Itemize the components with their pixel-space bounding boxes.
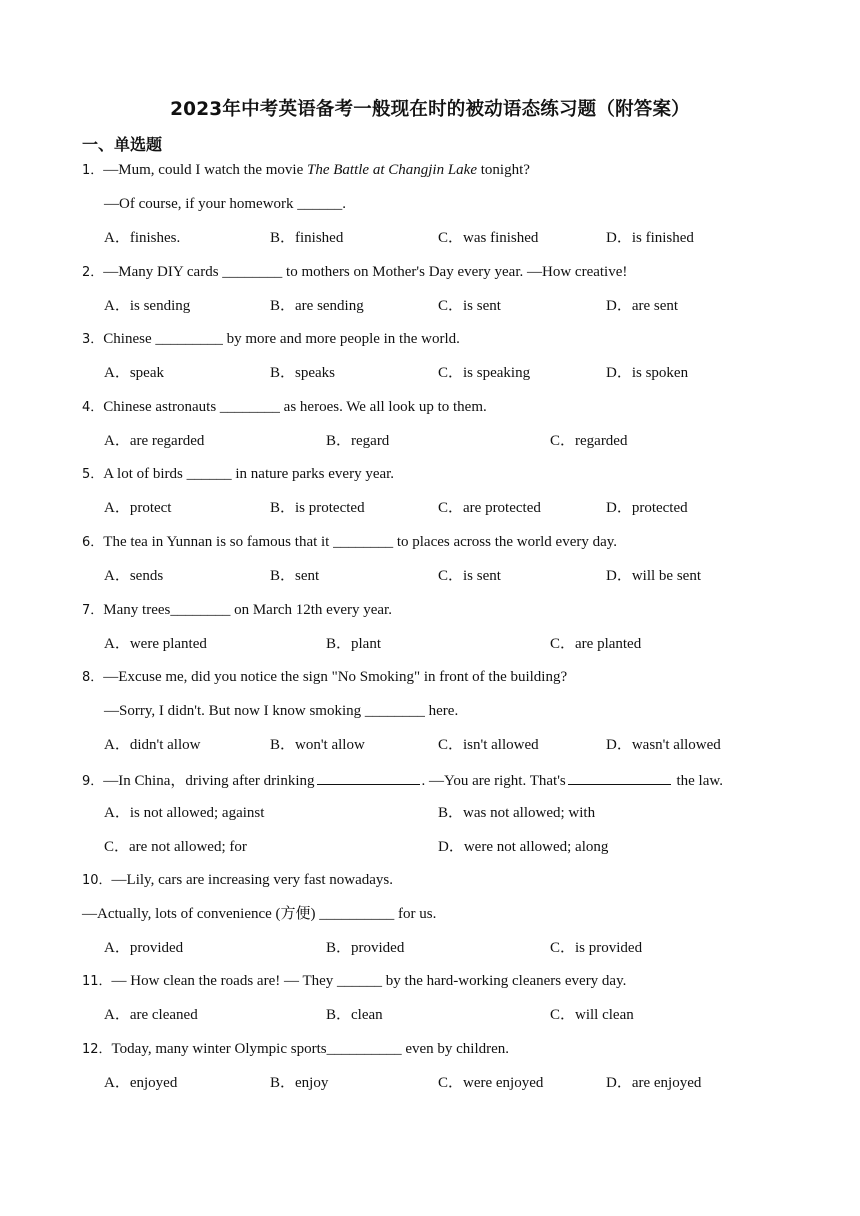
option-d[interactable]: D．were not allowed; along — [438, 839, 609, 855]
movie-title: The Battle at Changjin Lake — [307, 162, 477, 178]
option-d[interactable]: D．is finished — [606, 230, 694, 246]
option-b[interactable]: B．plant — [326, 636, 381, 652]
option-b[interactable]: B．was not allowed; with — [438, 805, 596, 821]
question-number: 3． — [82, 332, 104, 347]
section-heading: 一、单选题 — [82, 135, 163, 154]
option-c[interactable]: C．is speaking — [438, 365, 531, 381]
question-number: 5． — [82, 467, 104, 482]
option-d[interactable]: D．are sent — [606, 298, 679, 314]
question-12: 12．Today, many winter Olympic sports__________ even by children. — [82, 1041, 510, 1057]
option-a[interactable]: A．protect — [104, 500, 172, 516]
question-number: 6． — [82, 535, 104, 550]
option-a[interactable]: A．sends — [104, 568, 164, 584]
option-d[interactable]: D．wasn't allowed — [606, 737, 721, 753]
question-6: 6．The tea in Yunnan is so famous that it ________ to places across the world every day. — [82, 534, 618, 550]
option-a[interactable]: A．provided — [104, 940, 184, 956]
option-d[interactable]: D．are enjoyed — [606, 1075, 702, 1091]
option-c[interactable]: C．is sent — [438, 568, 501, 584]
option-d[interactable]: D．is spoken — [606, 365, 689, 381]
question-5: 5．A lot of birds ______ in nature parks every year. — [82, 466, 395, 482]
option-a[interactable]: A．is sending — [104, 298, 191, 314]
option-a[interactable]: A．are cleaned — [104, 1007, 198, 1023]
option-b[interactable]: B．regard — [326, 433, 390, 449]
option-c[interactable]: C．were enjoyed — [438, 1075, 544, 1091]
option-b[interactable]: B．provided — [326, 940, 405, 956]
option-a[interactable]: A．are regarded — [104, 433, 205, 449]
question-number: 4． — [82, 400, 104, 415]
option-c[interactable]: C．regarded — [550, 433, 628, 449]
option-a[interactable]: A．finishes. — [104, 230, 181, 246]
answer-blank — [568, 769, 671, 785]
option-c[interactable]: C．isn't allowed — [438, 737, 539, 753]
question-1-line-2: —Of course, if your homework ______. — [104, 196, 347, 212]
option-b[interactable]: B．finished — [270, 230, 344, 246]
question-4: 4．Chinese astronauts ________ as heroes. We all look up to them. — [82, 399, 487, 415]
option-c[interactable]: C．are not allowed; for — [104, 839, 247, 855]
question-9: 9．—In China，driving after drinking . —You are right. That's the law. — [82, 769, 723, 792]
option-b[interactable]: B．is protected — [270, 500, 365, 516]
option-a[interactable]: A．enjoyed — [104, 1075, 178, 1091]
option-a[interactable]: A．were planted — [104, 636, 207, 652]
option-c[interactable]: C．are protected — [438, 500, 541, 516]
question-10: 10．—Lily, cars are increasing very fast nowadays. — [82, 872, 393, 888]
question-number: 10． — [82, 873, 112, 888]
option-b[interactable]: B．speaks — [270, 365, 335, 381]
question-10-line-2: —Actually, lots of convenience (方便) __________ for us. — [82, 906, 437, 922]
question-number: 2． — [82, 265, 104, 280]
question-number: 12． — [82, 1042, 112, 1057]
question-number: 11． — [82, 974, 112, 989]
option-b[interactable]: B．sent — [270, 568, 320, 584]
question-number: 9． — [82, 774, 104, 789]
option-a[interactable]: A．is not allowed; against — [104, 805, 265, 821]
answer-blank — [317, 769, 420, 785]
question-3: 3．Chinese _________ by more and more people in the world. — [82, 331, 460, 347]
option-a[interactable]: A．speak — [104, 365, 164, 381]
option-c[interactable]: C．is sent — [438, 298, 501, 314]
option-d[interactable]: D．will be sent — [606, 568, 701, 584]
option-c[interactable]: C．was finished — [438, 230, 539, 246]
option-b[interactable]: B．won't allow — [270, 737, 365, 753]
page-title: 2023年中考英语备考一般现在时的被动语态练习题（附答案） — [170, 99, 690, 120]
question-1: 1．—Mum, could I watch the movie The Battle at Changjin Lake tonight? — [82, 162, 530, 178]
option-c[interactable]: C．is provided — [550, 940, 643, 956]
question-11: 11．— How clean the roads are! — They ______ by the hard-working cleaners every day. — [82, 973, 627, 989]
option-b[interactable]: B．enjoy — [270, 1075, 329, 1091]
question-number: 8． — [82, 670, 104, 685]
question-8-line-2: —Sorry, I didn't. But now I know smoking ________ here. — [104, 703, 459, 719]
option-c[interactable]: C．are planted — [550, 636, 642, 652]
question-8: 8．—Excuse me, did you notice the sign "No Smoking" in front of the building? — [82, 669, 568, 685]
question-number: 1． — [82, 163, 104, 178]
question-2: 2．—Many DIY cards ________ to mothers on Mother's Day every year. —How creative! — [82, 264, 628, 280]
option-d[interactable]: D．protected — [606, 500, 688, 516]
option-b[interactable]: B．clean — [326, 1007, 383, 1023]
option-c[interactable]: C．will clean — [550, 1007, 634, 1023]
question-7: 7．Many trees________ on March 12th every year. — [82, 602, 392, 618]
option-b[interactable]: B．are sending — [270, 298, 364, 314]
question-number: 7． — [82, 603, 104, 618]
option-a[interactable]: A．didn't allow — [104, 737, 201, 753]
